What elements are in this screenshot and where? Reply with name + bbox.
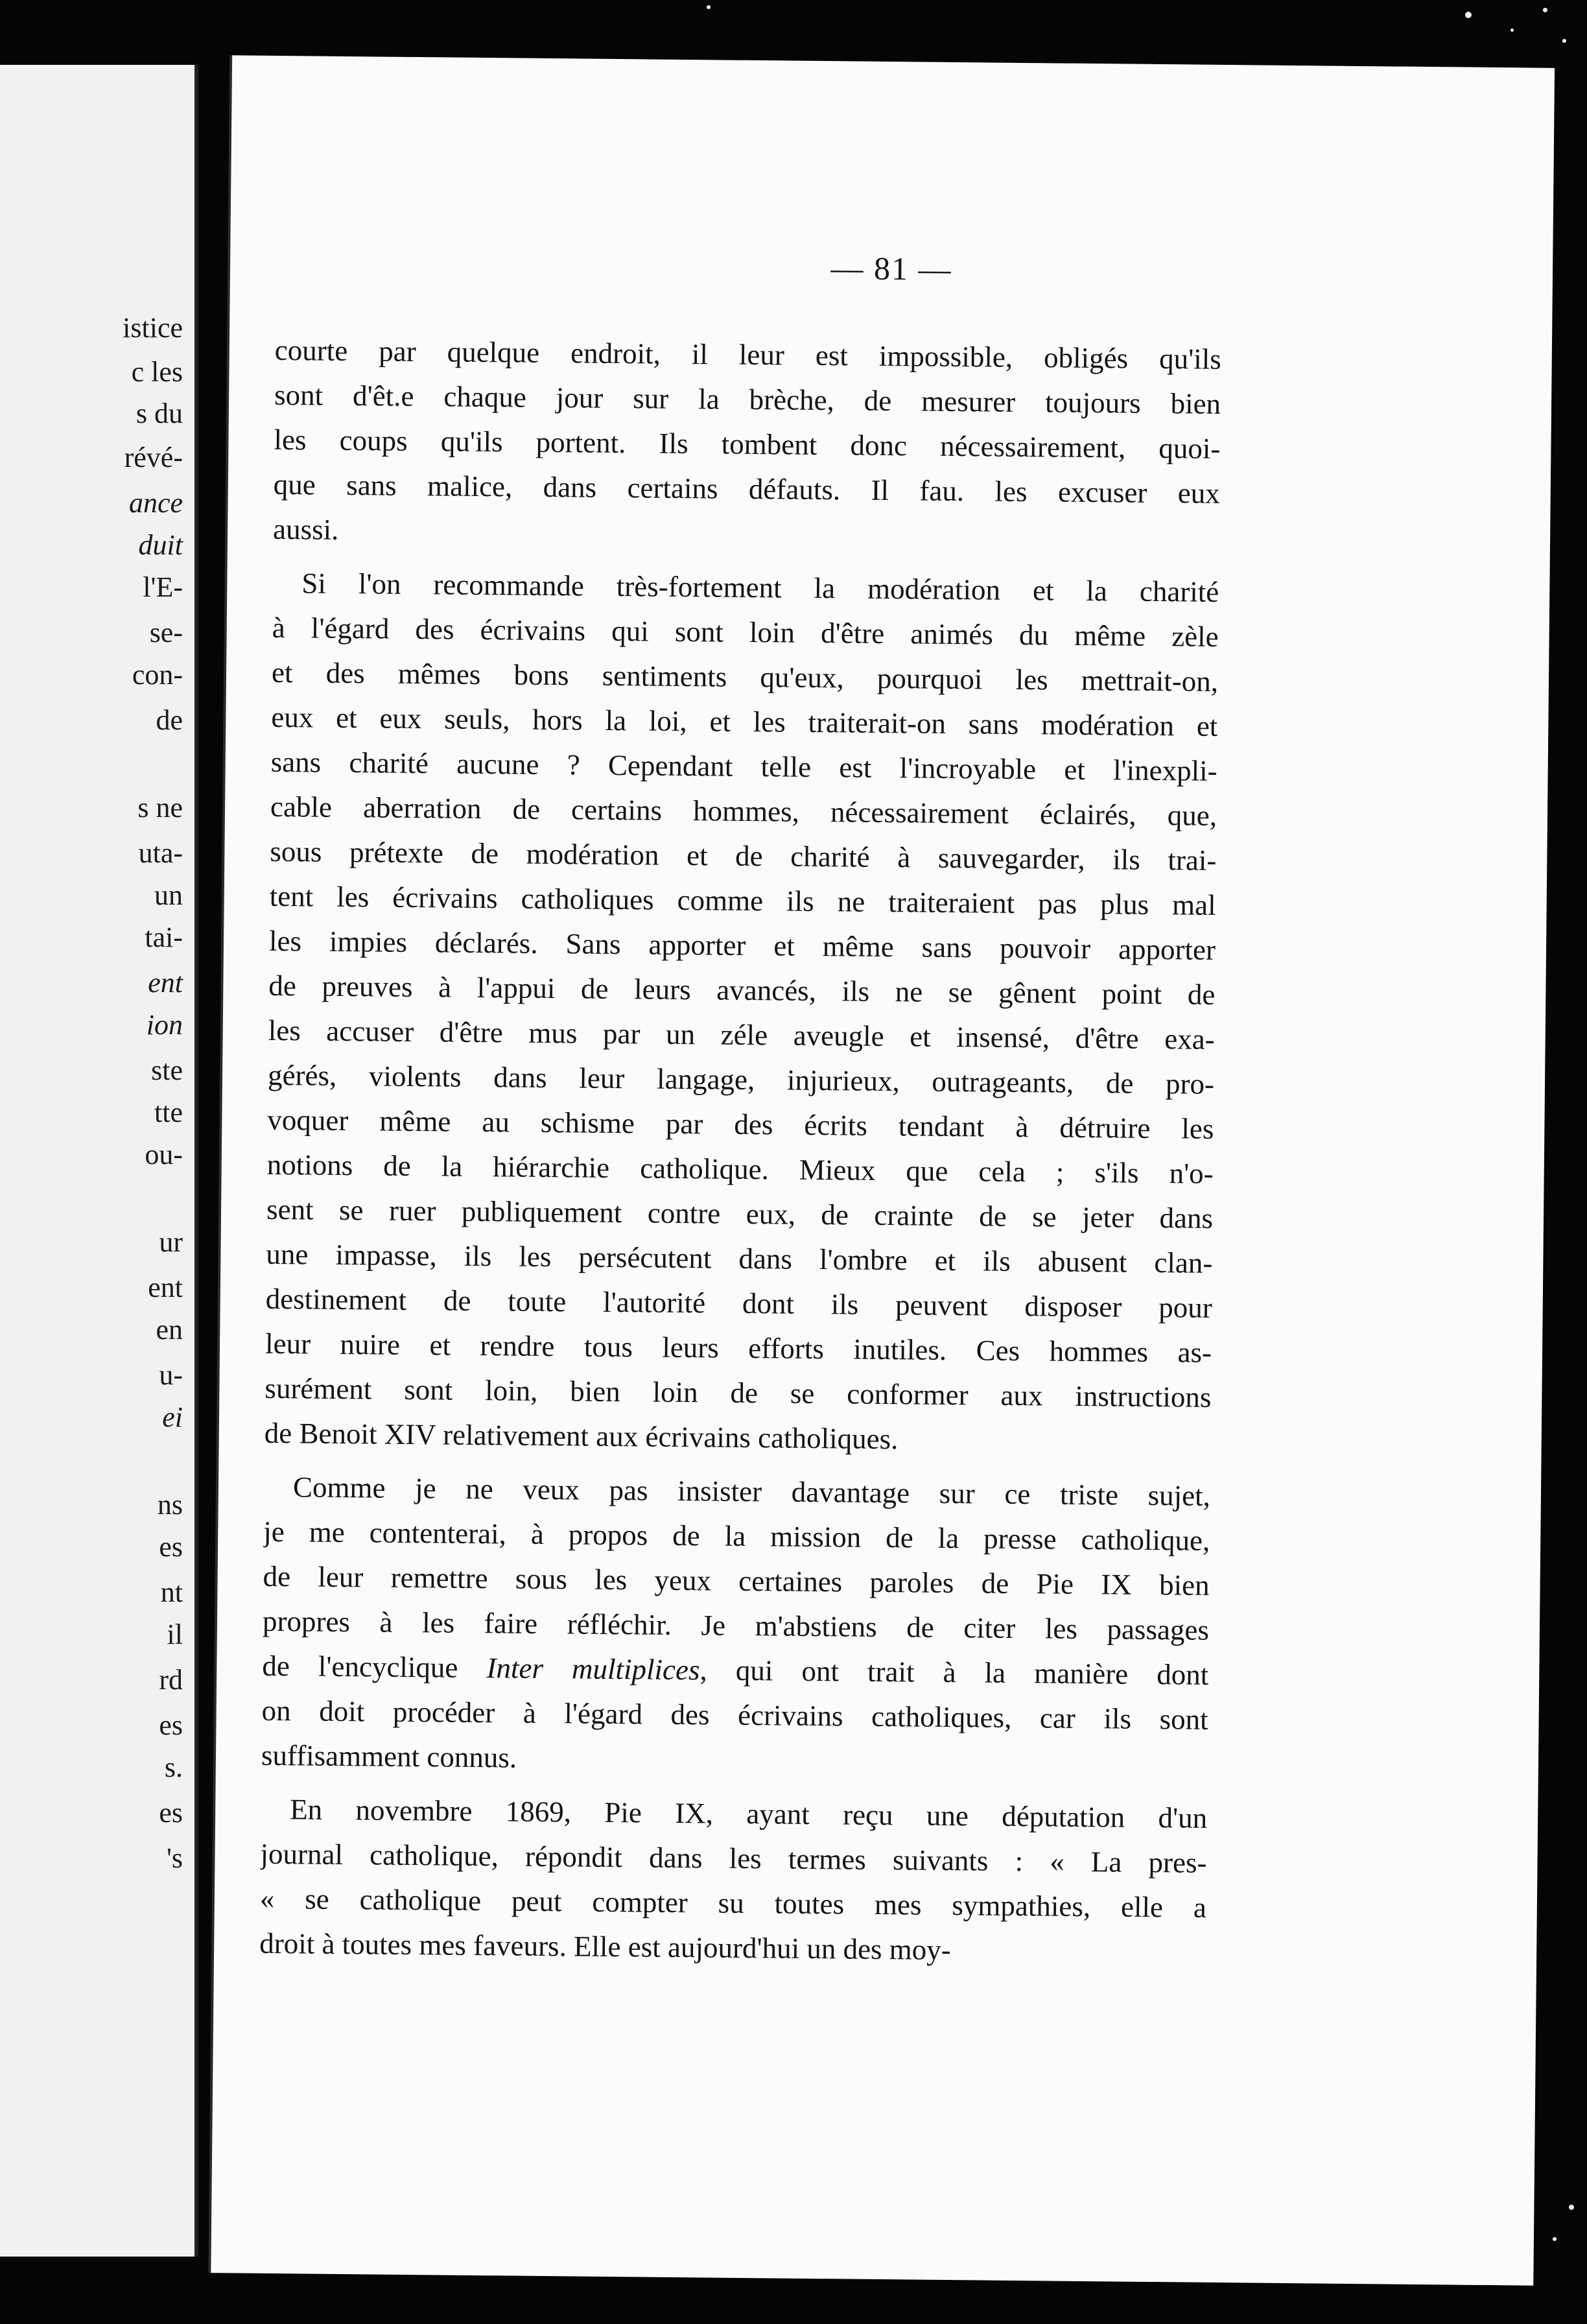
facing-page-fragment: uta- bbox=[138, 837, 183, 869]
facing-page-fragment: l'E- bbox=[143, 571, 183, 603]
text-line: à l'égard des écrivains qui sont loin d'être animés du même zèle bbox=[272, 611, 1219, 653]
facing-page-fragment: s du bbox=[135, 397, 183, 429]
facing-page-fragment: nt bbox=[160, 1576, 183, 1608]
text-line: voquer même au schisme par des écrits tendant à détruire les bbox=[267, 1103, 1214, 1145]
facing-page-fragment: un bbox=[154, 879, 183, 911]
facing-page-fragment: s. bbox=[164, 1751, 183, 1783]
facing-page-fragment: u- bbox=[159, 1359, 183, 1391]
text-line: sous prétexte de modération et de charité à sauvegarder, ils trai- bbox=[270, 835, 1217, 877]
text-line: de leur remettre sous les yeux certaines paroles de Pie IX bien bbox=[263, 1559, 1210, 1602]
book-page bbox=[211, 55, 1555, 2285]
scan-speck bbox=[1511, 29, 1514, 32]
text-line: je me contenterai, à propos de la mission de la presse catholique, bbox=[263, 1515, 1210, 1557]
text-line: et des mêmes bons sentiments qu'eux, pourquoi les mettrait-on, bbox=[271, 656, 1219, 698]
facing-page-fragment: rd bbox=[159, 1664, 183, 1696]
text-line: de preuves à l'appui de leurs avancés, ils ne se gênent point de bbox=[268, 969, 1216, 1011]
facing-page-fragment: il bbox=[167, 1618, 183, 1650]
scan-speck bbox=[1553, 2237, 1557, 2241]
facing-page-fragment: se- bbox=[149, 617, 183, 648]
facing-page-fragment: ion bbox=[146, 1009, 183, 1041]
text-line: une impasse, ils les persécutent dans l'ombre et ils abusent clan- bbox=[266, 1237, 1213, 1279]
text-line: les impies déclarés. Sans apporter et même sans pouvoir apporter bbox=[268, 924, 1216, 966]
text-line: de l'encyclique Inter multiplices, qui ont trait à la manière dont bbox=[262, 1649, 1209, 1691]
facing-page-fragment: ei bbox=[162, 1401, 183, 1433]
text-line: Comme je ne veux pas insister davantage sur ce triste sujet, bbox=[292, 1471, 1211, 1512]
text-line: eux et eux seuls, hors la loi, et les traiterait-on sans modération et bbox=[271, 700, 1218, 742]
facing-page-fragment: ent bbox=[148, 967, 183, 999]
facing-page-fragment: duit bbox=[138, 529, 183, 561]
facing-page-fragment: con- bbox=[132, 659, 183, 691]
text-line: leur nuire et rendre tous leurs efforts inutiles. Ces hommes as- bbox=[264, 1327, 1212, 1369]
text-line: cable aberration de certains hommes, nécessairement éclairés, que, bbox=[270, 790, 1217, 832]
page-number: — 81 — bbox=[830, 250, 952, 287]
text-line: destinement de toute l'autorité dont ils peuvent disposer pour bbox=[265, 1282, 1212, 1324]
facing-page-fragment: révé- bbox=[124, 442, 183, 473]
text-line: de Benoit XIV relativement aux écrivains catholiques. bbox=[264, 1416, 899, 1456]
scan-speck bbox=[1465, 12, 1472, 18]
text-line: tent les écrivains catholiques comme ils ne traiteraient pas plus mal bbox=[269, 879, 1216, 921]
scan-speck bbox=[1543, 8, 1547, 12]
text-line: sent se ruer publiquement contre eux, de crainte de se jeter dans bbox=[266, 1192, 1214, 1235]
text-line: courte par quelque endroit, il leur est impossible, obligés qu'ils bbox=[274, 333, 1221, 375]
text-line: les accuser d'être mus par un zéle aveugle et insensé, d'être exa- bbox=[268, 1014, 1215, 1056]
facing-page-fragment: tai- bbox=[145, 921, 183, 953]
text-line: suffisamment connus. bbox=[261, 1738, 517, 1774]
facing-page-fragment: c les bbox=[131, 356, 183, 388]
scan-speck bbox=[707, 5, 711, 9]
page-body-text bbox=[259, 328, 1221, 1975]
facing-page-fragment: 's bbox=[166, 1842, 183, 1874]
scan-speck bbox=[1562, 39, 1566, 43]
facing-page-fragment: de bbox=[156, 704, 183, 736]
text-line: propres à les faire réfléchir. Je m'abstiens de citer les passages bbox=[262, 1604, 1210, 1646]
text-line: « se catholique peut compter su toutes mes sympathies, elle a bbox=[259, 1882, 1207, 1924]
text-line: les coups qu'ils portent. Ils tombent donc nécessairement, quoi- bbox=[274, 423, 1221, 465]
facing-page-fragment: es bbox=[159, 1709, 183, 1741]
text-line: En novembre 1869, Pie IX, ayant reçu une députation d'un bbox=[289, 1793, 1208, 1834]
text-line: surément sont loin, bien loin de se conformer aux instructions bbox=[264, 1371, 1212, 1414]
text-line: droit à toutes mes faveurs. Elle est aujourd'hui un des moy- bbox=[259, 1927, 952, 1967]
facing-page-fragment: ste bbox=[151, 1054, 183, 1086]
facing-page-fragment: es bbox=[159, 1797, 183, 1829]
facing-page-edge bbox=[0, 65, 198, 2257]
facing-page-fragment: en bbox=[156, 1314, 183, 1346]
facing-page-fragment: es bbox=[159, 1531, 183, 1563]
text-line: notions de la hiérarchie catholique. Mieux que cela ; s'ils n'o- bbox=[266, 1148, 1214, 1190]
text-line: que sans malice, dans certains défauts. Il fau. les excuser eux bbox=[273, 468, 1221, 510]
facing-page-fragment: s ne bbox=[137, 792, 183, 824]
text-line: journal catholique, répondit dans les termes suivants : « La pres- bbox=[260, 1837, 1207, 1879]
text-line: on doit procéder à l'égard des écrivains catholiques, car ils sont bbox=[261, 1694, 1208, 1736]
facing-page-fragment: ou- bbox=[145, 1139, 183, 1170]
facing-page-fragment: ns bbox=[157, 1489, 183, 1521]
facing-page-fragment: istice bbox=[123, 312, 183, 344]
italic-title: Inter multiplices bbox=[486, 1652, 700, 1687]
facing-page-fragment: ent bbox=[148, 1272, 183, 1303]
facing-page-fragment: tte bbox=[154, 1097, 183, 1128]
text-line: Si l'on recommande très-fortement la modération et la charité bbox=[301, 567, 1219, 608]
facing-page-fragment: ance bbox=[128, 487, 183, 519]
text-line: sans charité aucune ? Cependant telle est l'incroyable et l'inexpli- bbox=[270, 745, 1217, 787]
text-line: sont d'êt.e chaque jour sur la brèche, de mesurer toujours bien bbox=[274, 378, 1221, 420]
text-line: aussi. bbox=[272, 512, 339, 546]
text-line: gérés, violents dans leur langage, injurieux, outrageants, de pro- bbox=[267, 1058, 1215, 1100]
scan-speck bbox=[1569, 2205, 1574, 2210]
facing-page-fragment: ur bbox=[159, 1226, 183, 1258]
